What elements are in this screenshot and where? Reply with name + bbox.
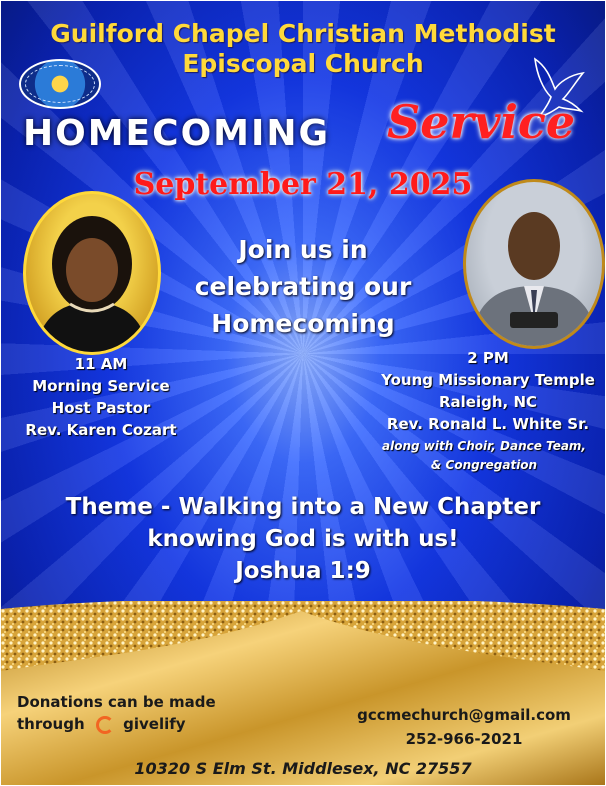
church-address: 10320 S Elm St. Middlesex, NC 27557 [134,759,472,778]
church-name-line2: Episcopal Church [182,49,424,78]
companions-line2: & Congregation [430,458,538,472]
theme-scripture: Joshua 1:9 [235,558,371,584]
host-pastor-photo [23,191,161,355]
event-date: September 21, 2025 [133,167,473,202]
theme-line1: Theme - Walking into a New Chapter [65,494,541,520]
church-logo-icon [19,59,101,109]
theme-text [1,491,605,587]
guest-church: Young Missionary Temple [381,371,595,389]
donation-info [17,691,216,735]
homecoming-flyer [1,1,605,785]
morning-pastor: Rev. Karen Cozart [25,421,177,439]
donation-line2 [17,713,216,735]
givelify-link[interactable]: givelify [123,715,186,733]
guest-pastor-photo [463,179,605,349]
church-name-line1: Guilford Chapel Christian Methodist [50,19,556,48]
donation-line1: Donations can be made [17,693,216,711]
morning-service-info [1,353,201,441]
guest-city: Raleigh, NC [438,393,538,411]
morning-time: 11 AM [74,355,128,373]
theme-line2: knowing God is with us! [147,526,459,552]
contact-phone: 252-966-2021 [405,730,523,748]
invitation-text [171,231,435,342]
companions-line1: along with Choir, Dance Team, [382,439,586,453]
homecoming-heading: HOMECOMING [23,113,331,154]
contact-info [331,703,597,751]
contact-email[interactable]: gccmechurch@gmail.com [357,706,571,724]
donation-through: through [17,715,85,733]
invitation-line3: Homecoming [211,309,395,338]
invitation-line1: Join us in [238,235,368,264]
guest-pastor: Rev. Ronald L. White Sr. [386,415,590,433]
invitation-line2: celebrating our [194,272,412,301]
givelify-logo-icon [96,716,114,734]
morning-role: Host Pastor [51,399,151,417]
service-heading: Service [387,95,576,149]
afternoon-time: 2 PM [467,349,509,367]
afternoon-service-info [371,347,605,435]
morning-service-name: Morning Service [32,377,170,395]
guest-companions [361,437,605,475]
